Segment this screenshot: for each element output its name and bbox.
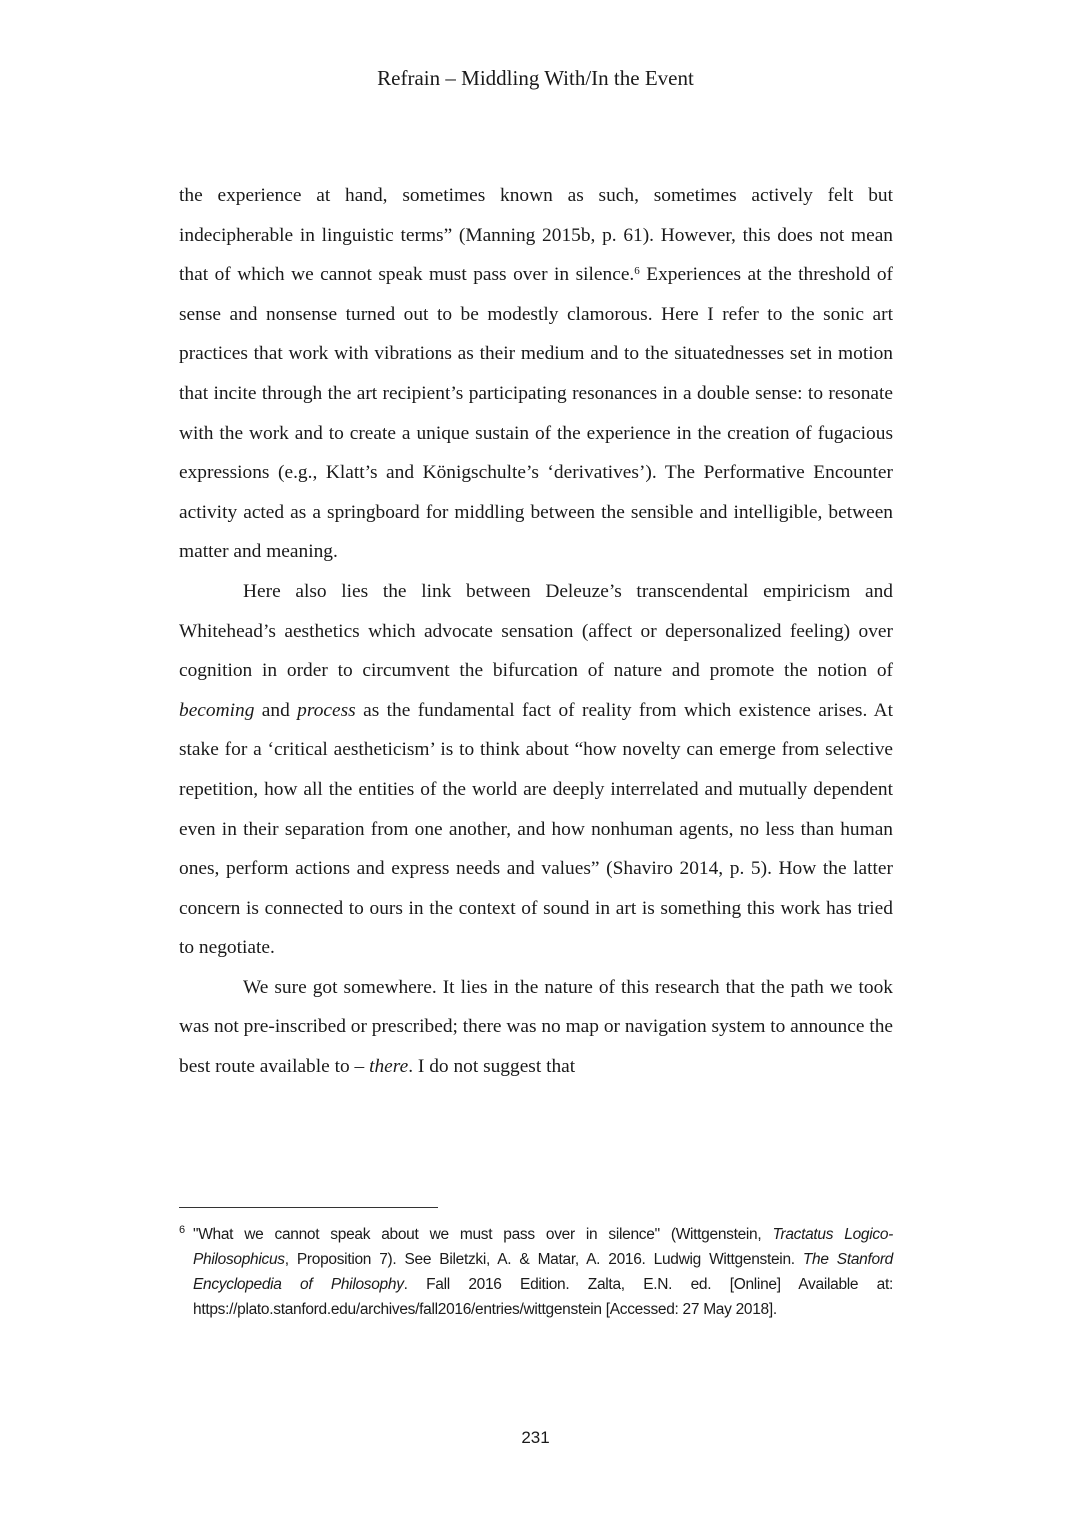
- text-run: "What we cannot speak about we must pass over in silence" (Wittgenstein,: [193, 1226, 773, 1243]
- footnote-divider: [179, 1207, 438, 1208]
- paragraph-1: [179, 176, 893, 572]
- text-run: Experiences at the threshold of sense and nonsense turned out to be modestly clamorous. Here I refer to the sonic art practices that work with vibrations as their medium and to the situatednesses set in motion that incite through the art recipient’s participating resonances in a double sense: to resonate with the work and to create a unique sustain of the experience in the creation of fugacious expressions (e.g., Klatt’s and Königschulte’s ‘derivatives’). The Performative Encounter activity acted as a springboard for middling between the sensible and intelligible, between matter and meaning.: [179, 264, 893, 563]
- text-run: as the fundamental fact of reality from which existence arises. At stake for a ‘critical aestheticism’ is to think about “how novelty can emerge from selective repetition, how all the entities of the world are deeply interrelated and mutually dependent even in their separation from one another, and how nonhuman agents, no less than human ones, perform actions and express needs and values” (Shaviro 2014, p. 5). How the latter concern is connected to ours in the context of sound in art is something this work has tried to negotiate.: [179, 699, 893, 959]
- text-run: and: [254, 699, 298, 721]
- text-run: Here also lies the link between Deleuze’s transcendental empiricism and Whitehead’s aesthetics which advocate sensation (affect or depersonalized feeling) over cognition in order to circumvent the bifurcation of nature and promote the notion of: [179, 580, 893, 682]
- body-text: [179, 176, 893, 1087]
- running-head: Refrain – Middling With/In the Event: [377, 66, 694, 90]
- footnote-text: [193, 1226, 893, 1318]
- text-run: , Proposition 7). See Biletzki, A. & Matar, A. 2016. Ludwig Wittgenstein.: [284, 1251, 803, 1268]
- footnote-marker: 6: [179, 1224, 185, 1236]
- text-run: . Fall 2016 Edition. Zalta, E.N. ed. [Online] Available at: https://plato.stanford.edu/archives/fall2016/entries/wittgenstein [Accessed: 27 May 2018].: [193, 1276, 894, 1318]
- paragraph-2: [179, 572, 893, 968]
- footnote: [179, 1222, 893, 1322]
- text-run: the experience at hand, sometimes known as such, sometimes actively felt but indecipherable in linguistic terms” (Manning 2015b, p. 61). However, this does not mean that of which we cannot speak must pass over in silence.: [179, 185, 893, 286]
- emphasis: Tractatus Logico-Philosophicus: [193, 1226, 894, 1268]
- text-run: We sure got somewhere. It lies in the nature of this research that the path we took was not pre-inscribed or prescribed; there was no map or navigation system to announce the best route available to –: [179, 976, 894, 1078]
- emphasis: process: [297, 699, 356, 721]
- paragraph-3: [179, 968, 893, 1087]
- emphasis: The Stanford Encyclopedia of Philosophy: [193, 1251, 894, 1293]
- emphasis: becoming: [179, 699, 255, 721]
- footnote-reference: 6: [634, 265, 640, 278]
- page-number: 231: [521, 1428, 550, 1447]
- text-run: . I do not suggest that: [408, 1056, 576, 1078]
- emphasis: there: [369, 1056, 409, 1078]
